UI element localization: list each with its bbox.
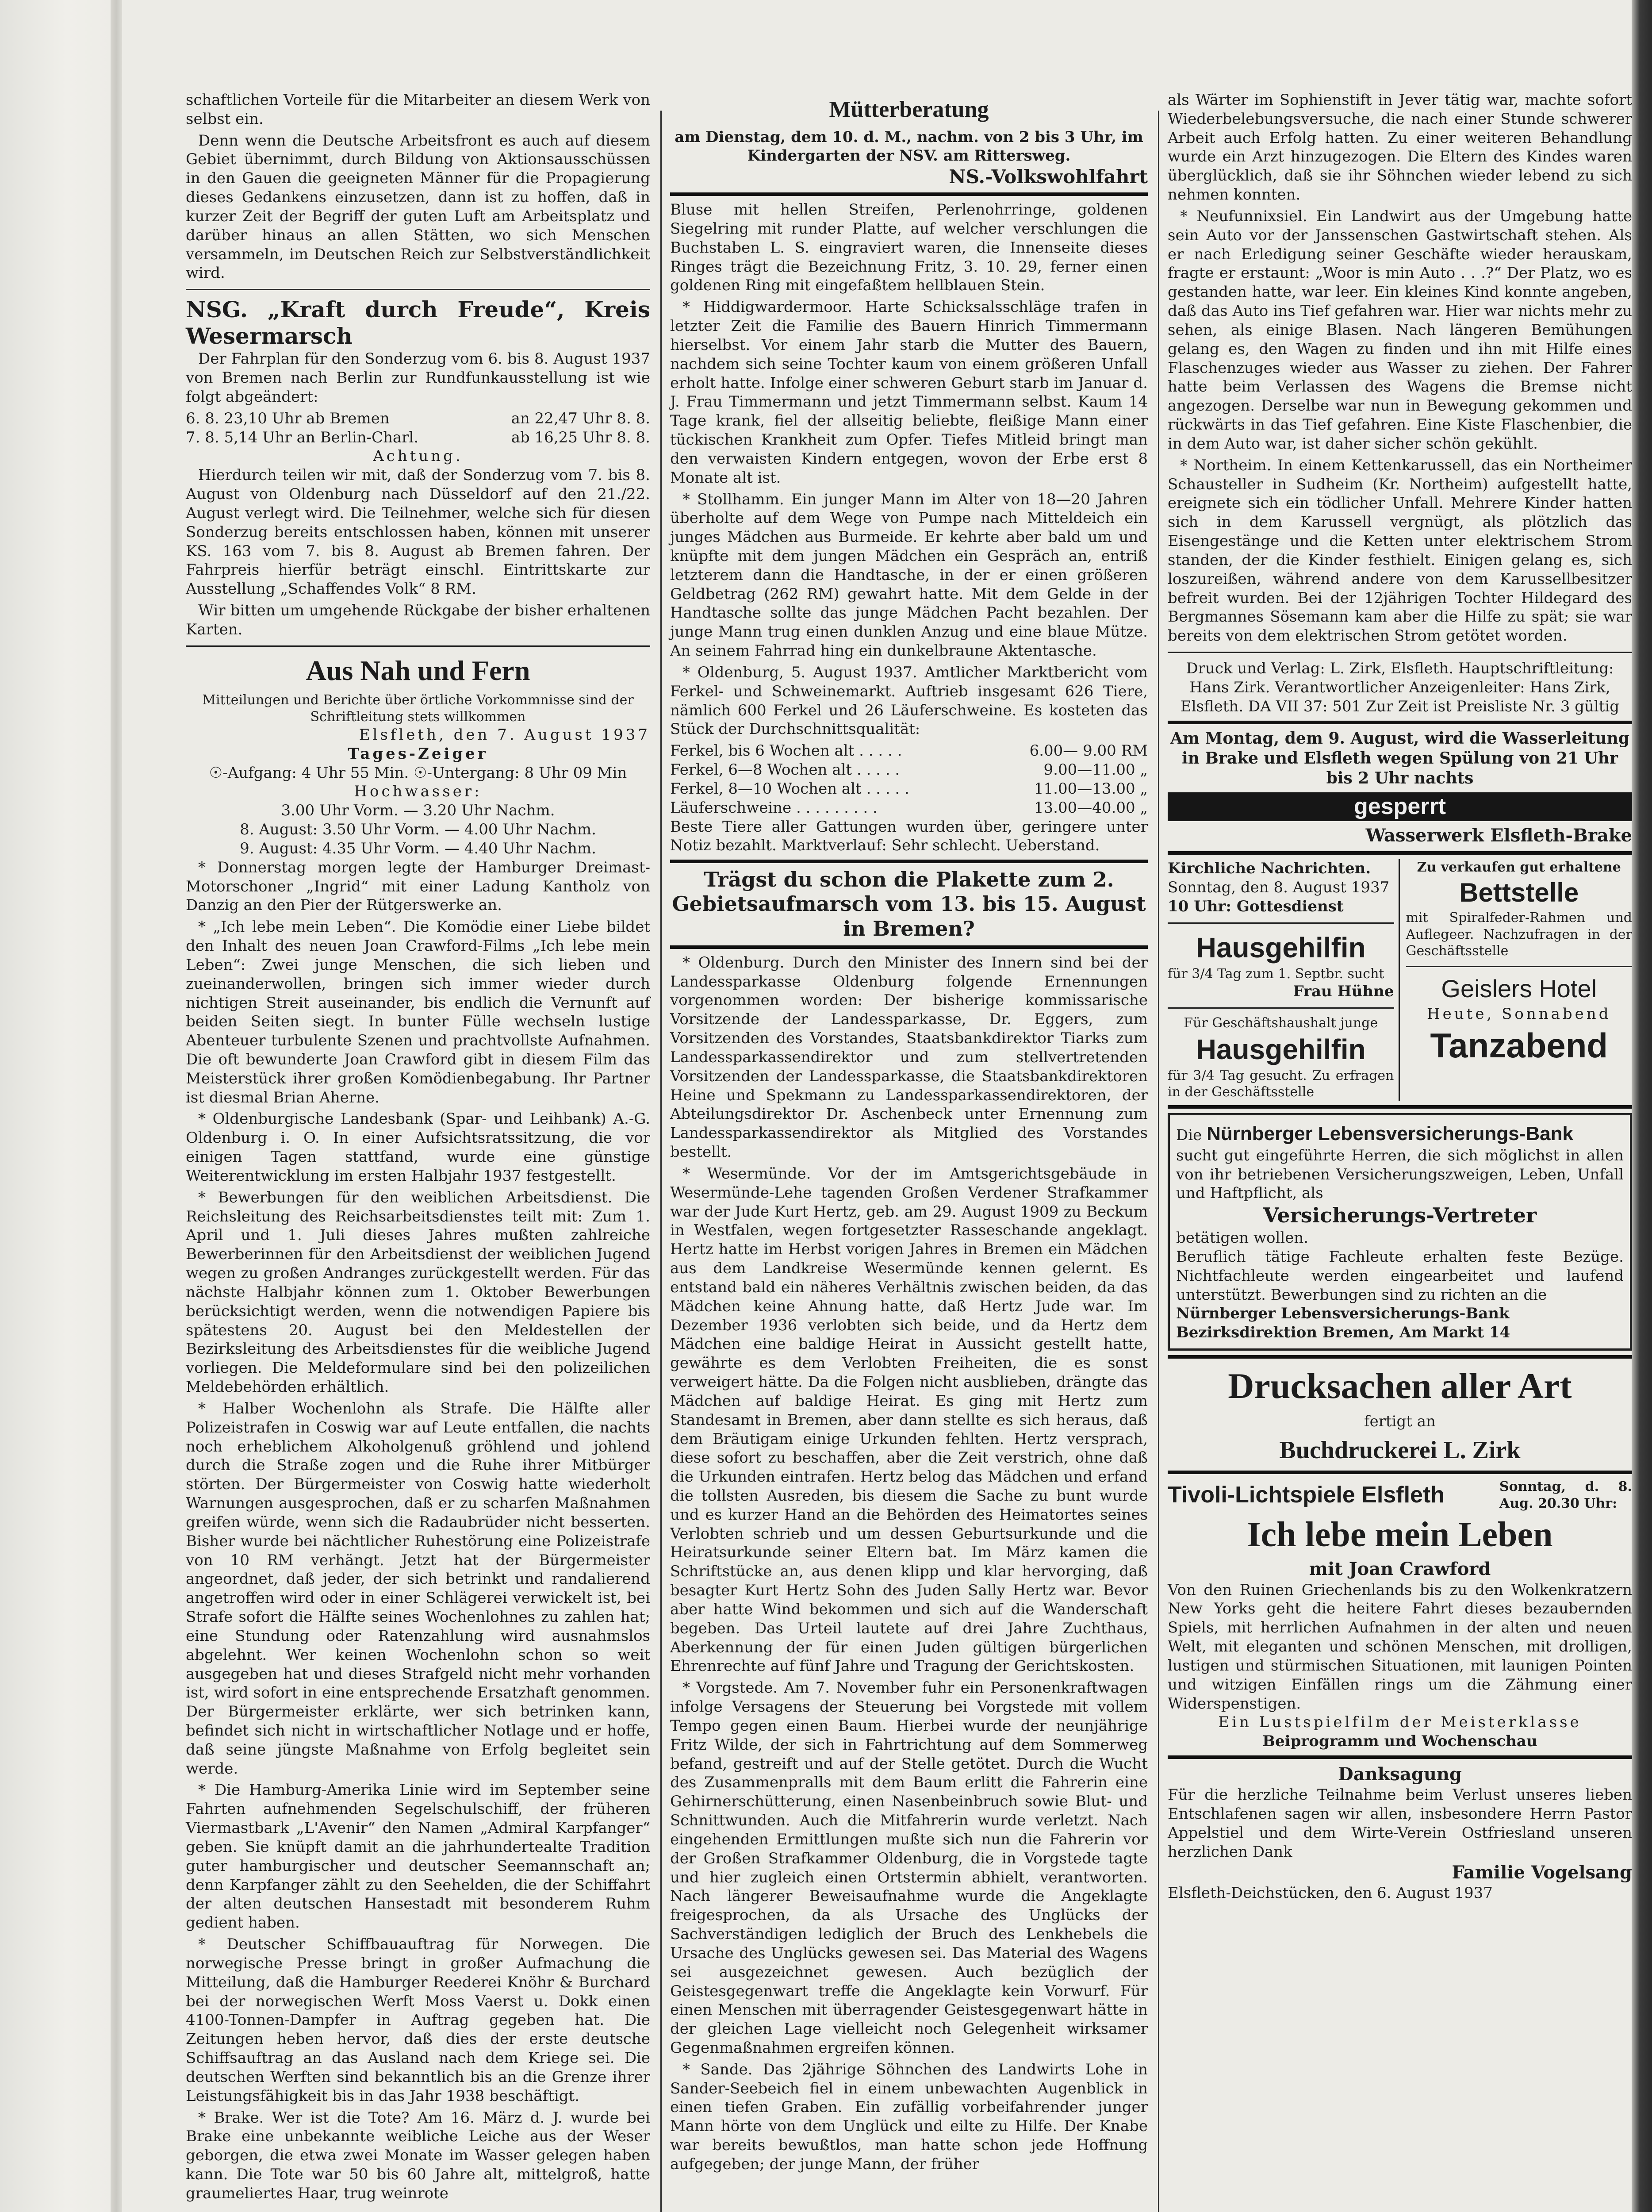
column-3 (1168, 91, 1632, 1903)
ad-text: Von den Ruinen Griechenlands bis zu den Wolkenkratzern New Yorks geht die heitere Fahrt dieses bezaubernden Spiels, mit herrlichen Aufnahmen in der alten und neuen Welt, mit eleganten und schönen Menschen, mit drolligen, lustigen und stürmischen Situationen, mit launigen Pointen und witzigen Einfällen rings um die Zähmung einer Widerspenstigen. (1168, 1581, 1632, 1713)
news-item: * Deutscher Schiffbauauftrag für Norwegen. Die norwegische Presse bringt in großer Aufmachung die Mitteilung, daß die Hamburger Reederei Knöhr & Burchard bei der norwegischen Werft Moss Vaerst u. Dokk einen 4100-Tonnen-Dampfer in Auftrag gegeben hat. Die Zeitungen heben hervor, daß dies der erste deutsche Schiffsauftrag an das Ausland nach dem Kriege sei. Die deutschen Werften sind bekanntlich bis an die Grenze ihrer Leistungsfähigkeit bis in das Jahr 1938 beschäftigt. (186, 1936, 650, 2105)
market-price: 6.00— 9.00 RM (1029, 742, 1148, 760)
kdf-title: NSG. „Kraft durch Freude“, Kreis Wesermarsch (186, 296, 650, 349)
ad-danksagung (1168, 1763, 1632, 1903)
ad-hausgehilfin: Hausgehilfin (1196, 1033, 1366, 1066)
column-1 (186, 91, 650, 2206)
ad-water-closure (1168, 729, 1632, 847)
ad-text: mit Spiralfeder-Rahmen und Auflegeer. Nachzufragen in der Geschäftsstelle (1406, 910, 1632, 959)
plakette-notice: Trägst du schon die Plakette zum 2. Gebietsaufmarsch vom 13. bis 15. August in Bremen? (672, 868, 1146, 941)
ad-text: fertigt an (1364, 1413, 1436, 1431)
news-item: * Brake. Wer ist die Tote? Am 16. März d. J. wurde bei Brake eine unbekannte weibliche Leiche aus der Weser geborgen, die etwa zwei Monate im Wasser gelegen haben kann. Die Tote war 50 bis 60 Jahre alt, mittelgroß, hatte graumeliertes Haar, trug weinrote (186, 2108, 650, 2202)
ad-text: Zu verkaufen gut erhaltene (1417, 860, 1621, 876)
church-date: Sonntag, den 8. August 1937 (1168, 879, 1390, 897)
high-water-row: 3.00 Uhr Vorm. — 3.20 Uhr Nachm. (281, 802, 555, 820)
ad-hausgehilfin: Hausgehilfin (1196, 931, 1366, 964)
market-label: Ferkel, 8—10 Wochen alt . . . . . (670, 780, 909, 798)
ad-tanzabend: Tanzabend (1430, 1025, 1608, 1065)
ad-banner: gesperrt (1168, 792, 1632, 822)
ad-text: betätigen wollen. (1176, 1229, 1309, 1247)
divider (1168, 652, 1632, 653)
news-item: * Hiddigwardermoor. Harte Schicksalsschläge trafen in letzter Zeit die Familie des Bauern Hinrich Timmermann hierselbst. Vor einem Jahr starb die Mutter des Bauern, nachdem sich seine Tochter kaum von einem größeren Unfall erholt hatte. Infolge einer schweren Geburt starb im Januar d. J. Frau Timmermann und jetzt Timmermann selbst. Kaum 14 Tage krank, fiel der allseitig beliebte, fleißige Mann einer tückischen Krankheit zum Opfer. Tiefes Mitleid bringt man den verwaisten Kindern entgegen, wovon der Erbe erst 8 Monate alt ist. (670, 298, 1148, 487)
muetterberatung-notice (670, 95, 1148, 196)
news-item: * Northeim. In einem Kettenkarussell, das ein Northeimer Schausteller in Sudheim (Kr. Northeim) aufgestellt hatte, ereignete sich ein tödlicher Unfall. Mehrere Kinder hatten sich in dem Karussell vergnügt, als plötzlich das Eisengestänge und die Ketten unter elektrischem Strom standen, der die Kinder festhielt. Einigen gelang es, sich loszureißen, während andere von dem Karussellbesitzer befreit wurden. Bei der 12jährigen Tochter Hildegard des Bergmannes Sösemann kam aber die Hilfe zu spät; sie war bereits von dem elektrischen Strom getötet worden. (1168, 456, 1632, 645)
news-item: * Oldenburgische Landesbank (Spar- und Leihbank) A.-G. Oldenburg i. O. In einer Aufsichtsratssitzung, die vor einigen Tagen stattfand, wurde eine günstige Weiterentwicklung im ersten Halbjahr 1937 festgestellt. (186, 1110, 650, 1185)
ad-signature: Familie Vogelsang (1452, 1862, 1632, 1883)
divider (186, 289, 650, 290)
divider (1406, 966, 1633, 967)
ad-row (1168, 859, 1632, 1101)
timetable-cell: an 22,47 Uhr 8. 8. (511, 409, 650, 427)
ad-header (1168, 1479, 1632, 1512)
imprint: Druck und Verlag: L. Zirk, Elsfleth. Hauptschriftleitung: Hans Zirk. Verantwortlicher Anzeigenleiter: Hans Zirk, Elsfleth. DA VII 37: 501 Zur Zeit ist Preisliste Nr. 3 gültig (1180, 660, 1620, 715)
article-text: Hierdurch teilen wir mit, daß der Sonderzug vom 7. bis 8. August von Oldenburg nach Düsseldorf auf den 21./22. August verlegt wird. Die Teilnehmer, welche sich für diesen Sonderzug bereits entschlossen haben, können mit unserer KS. 163 vom 7. bis 8. August ab Bremen fahren. Der Fahrpreis hierfür beträgt einschl. Eintrittskarte zur Ausstellung „Schaffendes Volk“ 8 RM. (186, 466, 650, 598)
ad-text: Beruflich tätige Fachleute erhalten feste Bezüge. Nichtfachleute werden eingearbeitet und laufend unterstützt. Bewerbungen sind zu richten an die (1176, 1248, 1624, 1304)
high-water-title: Hochwasser: (354, 783, 482, 801)
tages-zeiger-title: Tages-Zeiger (348, 745, 488, 763)
ad-tivoli (1168, 1479, 1632, 1751)
ad-right-stack (1406, 859, 1633, 1101)
high-water-row: 8. August: 3.50 Uhr Vorm. — 4.00 Uhr Nachm. (240, 821, 596, 839)
market-label: Läuferschweine . . . . . . . . . (670, 799, 878, 817)
divider (1168, 1471, 1632, 1474)
news-item: * Die Hamburg-Amerika Linie wird im September seine Fahrten aufnehmenden Segelschulschiff, der früheren Viermastbark „L'Avenir“ den Namen „Admiral Karpfanger“ geben. Sie knüpft damit an die jahrhundertealte Tradition guter hamburgischer und deutscher Seemannschaft an; denn Karpfanger zählt zu den Seehelden, die der Schiffahrt der alten deutschen Hansestadt mit besonderem Ruhm gedient haben. (186, 1781, 650, 1932)
ad-text: sucht gut eingeführte Herren, die sich möglichst in allen von ihr betriebenen Versicherungszweigen, Leben, Unfall und Haftpflicht, als (1176, 1146, 1624, 1202)
article-text: Denn wenn die Deutsche Arbeitsfront es auch auf diesem Gebiet übernimmt, durch Bildung von Aktionsausschüssen in den Gauen die geeigneten Männer für die Propagierung dieses Gedankens einzusetzen, dann ist zu hoffen, daß in kurzer Zeit der Begriff der guten Luft am Arbeitsplatz und darüber hinaus an allen Stätten, wo sich Menschen versammeln, im Deutschen Reich zur Selbstverständlichkeit wird. (186, 131, 650, 282)
ad-text: Ein Lustspielfilm der Meisterklasse (1218, 1713, 1582, 1732)
ad-hotel-name: Geislers Hotel (1441, 975, 1597, 1003)
cinema-name: Tivoli-Lichtspiele Elsfleth (1168, 1482, 1445, 1508)
market-price: 13.00—40.00 „ (1034, 799, 1148, 817)
ad-text: Die (1176, 1126, 1202, 1144)
divider (1168, 851, 1632, 855)
timetable (186, 409, 650, 447)
market-table (670, 741, 1148, 817)
ad-address: Bezirksdirektion Bremen, Am Markt 14 (1176, 1324, 1510, 1342)
film-title: Ich lebe mein Leben (1247, 1515, 1553, 1555)
film-star: mit Joan Crawford (1309, 1559, 1491, 1580)
church-title: Kirchliche Nachrichten. (1168, 860, 1371, 878)
ad-address: Nürnberger Lebensversicherungs-Bank (1176, 1305, 1510, 1323)
market-price: 9.00—11.00 „ (1043, 761, 1148, 779)
ad-headline: Drucksachen aller Art (1228, 1366, 1572, 1406)
ad-text: Am Montag, dem 9. August, wird die Wasserleitung in Brake und Elsfleth wegen Spülung von 21 Uhr bis 2 Uhr nachts (1170, 729, 1630, 788)
news-item: als Wärter im Sophienstift in Jever tätig war, machte sofort Wiederbelebungsversuche, die nach einer Stunde schwerer Arbeit auch Erfolg hatten. Zu einer weiteren Behandlung wurde ein Arzt hinzugezogen. Die Eltern des Kindes waren überglücklich, daß sie ihr Söhnchen wieder lebend zu sich nehmen konnten. (1168, 91, 1632, 204)
market-label: Ferkel, bis 6 Wochen alt . . . . . (670, 742, 902, 760)
facing-page-shadow (0, 0, 111, 2212)
news-item: * Oldenburg. Durch den Minister des Innern sind bei der Landessparkasse Oldenburg folgende Ernennungen vorgenommen worden: Der bisherige kommissarische Vorsitzende der Landessparkasse, Dr. Eggers, zum Vorsitzenden des Vorstandes, Staatsbankdirektor Tiarks zum Landessparkassendirektor und zum stellvertretenden Vorsitzenden der Landessparkasse, die Staatsbankdirektoren Heine und Spekmann zu Landessparkassendirektoren, der Abteilungsdirektor Dr. Aschenbeck unter Ernennung zum Landessparkassendirektor als Mitglied des Vorstandes bestellt. (670, 953, 1148, 1161)
notice-text: am Dienstag, dem 10. d. M., nachm. von 2 bis 3 Uhr, im Kindergarten der NSV. am Rittersweg. (675, 128, 1143, 165)
timetable-cell: ab 16,25 Uhr 8. 8. (511, 428, 650, 446)
news-item: * Stollhamm. Ein junger Mann im Alter von 18—20 Jahren überholte auf dem Wege von Pumpe nach Mitteldeich ein junges Mädchen aus Burmeide. Er kehrte aber bald um und knüpfte mit dem jungen Mädchen ein Gespräch an, entriß letzterem dann die Handtasche, in der er einen größeren Geldbetrag (262 RM) gewahrt hatte. Mit dem Gelde in der Handtasche sollte das junge Mädchen Pacht bezahlen. Der junge Mann trug einen dunklen Anzug und eine blaue Mütze. An seinem Fahrrad hing ein dunkelbraune Aktentasche. (670, 490, 1148, 660)
divider (186, 645, 650, 647)
ad-text: Elsfleth-Deichstücken, den 6. August 1937 (1168, 1884, 1493, 1902)
section-title: Aus Nah und Fern (306, 654, 530, 686)
dateline: Elsfleth, den 7. August 1937 (359, 726, 650, 744)
book-spine (111, 0, 122, 2212)
ad-text: für 3/4 Tag gesucht. Zu erfragen in der Geschäftsstelle (1168, 1068, 1394, 1100)
column-divider (1158, 111, 1159, 2212)
notice-title: Mütterberatung (829, 97, 989, 122)
column-divider (660, 111, 662, 2212)
ad-signature: Buchdruckerei L. Zirk (1279, 1436, 1521, 1464)
ad-nuernberger (1168, 1113, 1632, 1351)
news-item: * Neufunnixsiel. Ein Landwirt aus der Umgebung hatte sein Auto vor der Janssenschen Gastwirtschaft stehen. Als er nach Erledigung seiner Geschäfte wieder herauskam, fragte er erstaunt: „Woor is min Auto . . .?“ Der Platz, wo es gestanden hatte, war leer. Ein kleines Kind konnte angeben, daß das Auto ins Tief gefahren war. Hier war nichts mehr zu sehen, als einige Blasen. Nach längeren Bemühungen gelang es, den Wagen zu finden und ihn mit Hilfe eines Flaschenzuges wieder aus Wasser zu ziehen. Der Fahrer hatte beim Verlassen des Wagens die Bremse nicht angezogen. Derselbe war nun in Bewegung gekommen und rückwärts in das Tief gefahren. Eine Kiste Flaschenbier, die in dem Auto war, ist daher sicher schön gekühlt. (1168, 207, 1632, 453)
ad-signature: Wasserwerk Elsfleth-Brake (1365, 825, 1632, 846)
ad-text: Heute, Sonnabend (1427, 1005, 1611, 1023)
divider (1168, 922, 1394, 924)
article-text: Der Fahrplan für den Sonderzug vom 6. bis 8. August 1937 von Bremen nach Berlin zur Rundfunkausstellung ist wie folgt abgeändert: (186, 350, 650, 406)
ad-bettstelle: Bettstelle (1459, 878, 1579, 908)
column-2 (670, 91, 1148, 2177)
ad-headline: Versicherungs-Vertreter (1263, 1203, 1537, 1228)
ad-company: Nürnberger Lebensversicherungs-Bank (1207, 1123, 1573, 1145)
ad-text: Beiprogramm und Wochenschau (1262, 1732, 1537, 1751)
divider (1168, 1755, 1632, 1759)
divider (670, 860, 1148, 863)
section-subtitle: Mitteilungen und Berichte über örtliche Vorkommnisse sind der Schriftleitung stets willkommen (202, 692, 634, 725)
ad-left-stack (1168, 859, 1400, 1101)
showtime: Sonntag, d. 8. Aug. 20.30 Uhr: (1499, 1479, 1632, 1511)
news-item: * Oldenburg, 5. August 1937. Amtlicher Marktbericht vom Ferkel- und Schweinemarkt. Auftrieb insgesamt 626 Tiere, nämlich 600 Ferkel und 26 Läuferschweine. Es kosteten das Stück der Durchschnittsqualität: (670, 663, 1148, 738)
right-edge-shadow (1632, 0, 1652, 2212)
divider (1168, 1007, 1394, 1009)
ad-text: Für Geschäftshaushalt junge (1184, 1015, 1378, 1031)
news-item: * Bewerbungen für den weiblichen Arbeitsdienst. Die Reichsleitung des Reichsarbeitsdienstes teilt mit: Zum 1. April und 1. Juli dieses Jahres mußten zahlreiche Bewerberinnen für den Arbeitsdienst der weiblichen Jugend wegen zu großen Andranges zurückgestellt werden. Für das nächste Halbjahr können zum 1. Oktober Bewerbungen berücksichtigt werden, wenn die notwendigen Papiere bis spätestens 20. August bei den Meldestellen der Bezirksleitung des Arbeitsdienstes für die weibliche Jugend vorliegen. Die Meldeformulare sind bei den polizeilichen Meldebehörden erhältlich. (186, 1188, 650, 1396)
news-item: * Halber Wochenlohn als Strafe. Die Hälfte aller Polizeistrafen in Coswig war auf Leute entfallen, die nachts noch erheblichem Alkoholgenuß gröhlend und johlend durch die Straße zogen und die Ruhe ihrer Mitbürger störten. Der Bürgermeister von Coswig hatte wiederholt Warnungen ausgesprochen, daß er zu scharfen Maßnahmen greifen würde, wenn sich die Radaubrüder nicht besserten. Bisher wurde bei nächtlicher Ruhestörung eine Polizeistrafe von 10 RM verhängt. Jetzt hat der Bürgermeister angeordnet, daß jeder, der sich betrinkt und randalierend angetroffen wird oder in einer Schlägerei verwickelt ist, bei Strafe sofort die Hälfte seines Wochenlohnes zu zahlen hat; eine Stundung oder Ratenzahlung wird ausnahmslos abgelehnt. Wer keinen Wochenlohn schon so weit ausgegeben hat und dieses Strafgeld nicht mehr vorhanden ist, wird sofort in eine entsprechende Ersatzhaft genommen. Der Bürgermeister erklärte, wer sich betrinken kann, befindet sich nicht in wirtschaftlicher Notlage und er hoffe, daß seine jüngste Maßnahme von Erfolg begleitet sein werde. (186, 1399, 650, 1778)
news-item: * „Ich lebe mein Leben“. Die Komödie einer Liebe bildet den Inhalt des neuen Joan Crawford-Films „Ich lebe mein Leben“: Zwei junge Menschen, die sich lieben und zueinanderwollen, bringen sich immer wieder durch nichtigen Streit auseinander, bis endlich die Vernunft auf beiden Seiten siegt. In bunter Fülle wechseln lustige Abenteuer turbulente Szenen und prachtvollste Aufnahmen. Die oft bewunderte Joan Crawford gibt in diesem Film das Meisterstück ihrer großen Komödienbegabung. Ihr Partner ist diesmal Brian Aherne. (186, 918, 650, 1106)
ad-druckerei (1168, 1363, 1632, 1466)
news-item: * Wesermünde. Vor der im Amtsgerichtsgebäude in Wesermünde-Lehe tagenden Großen Verdener Strafkammer war der Jude Kurt Hertz, geb. am 29. August 1909 zu Beckum in Westfalen, wegen fortgesetzter Rasseschande angeklagt. Hertz hatte im Herbst vorigen Jahres in Bremen ein Mädchen aus dem Landkreise Wesermünde kennen gelernt. Es entstand bald ein näheres Verhältnis zwischen beiden, da das Mädchen keine Ahnung hatte, daß Hertz Jude war. Im Dezember 1936 verlobten sich beide, und da Hertz dem Mädchen eine baldige Heirat in Aussicht gestellt hatte, gewährte es dem Verlobten Freiheiten, die es sonst verweigert hätte. Da die Folgen nicht ausblieben, drängte das Mädchen auf baldige Heirat. Es ging mit Hertz zum Standesamt in Bremen, aber dann stellte es sich heraus, daß dem Bräutigam einige Urkunden fehlten. Hertz versprach, diese sofort zu beschaffen, aber die Zeit verstrich, ohne daß die Urkunden eintrafen. Hertz belog das Mädchen und erfand die tollsten Ausreden, bis diesem die Sache zu bunt wurde und es kurzer Hand an die Behörden des Heimatortes seines Verlobten schrieb und um dessen Geburtsurkunde und die Heiratsurkunde seiner Eltern bat. Im März kamen die Schriftstücke an, aus denen klipp und klar hervorging, daß besagter Kurt Hertz Sohn des Juden Sally Hertz war. Bevor aber hatte Wind bekommen und sich auf die Wanderschaft begeben. Das Urteil lautete auf drei Jahre Zuchthaus, Aberkennung der für einen Juden gültigen bürgerlichen Ehrenrechte auf fünf Jahre und Tragung der Gerichtskosten. (670, 1164, 1148, 1675)
market-label: Ferkel, 6—8 Wochen alt . . . . . (670, 761, 900, 779)
kdf-attention: Achtung. (373, 447, 463, 465)
ad-signature: Frau Hühne (1293, 983, 1394, 1001)
ad-headline: Danksagung (1338, 1764, 1462, 1785)
high-water-row: 9. August: 4.35 Uhr Vorm. — 4.40 Uhr Nachm. (240, 839, 596, 857)
divider (670, 945, 1148, 949)
timetable-cell: 6. 8. 23,10 Uhr ab Bremen (186, 409, 390, 427)
ad-text: Für die herzliche Teilnahme beim Verlust unseres lieben Entschlafenen sagen wir allen, insbesondere Herrn Pastor Appelstiel und dem Wirte-Verein Ostfriesland unseren herzlichen Dank (1168, 1786, 1632, 1861)
article-text: schaftlichen Vorteile für die Mitarbeiter an diesem Werk von selbst ein. (186, 91, 650, 128)
church-time: 10 Uhr: Gottesdienst (1168, 898, 1344, 916)
news-item: * Sande. Das 2jährige Söhnchen des Landwirts Lohe in Sander-Seebeich fiel in einem unbewachten Augenblick in einen tiefen Graben. Ein zufällig vorbeifahrender junger Mann hörte von dem Unglück und eilte zu Hilfe. Der Knabe war bereits bewußtlos, man hatte schon jede Hoffnung aufgegeben; der junge Mann, der früher (670, 2060, 1148, 2173)
news-item: * Donnerstag morgen legte der Hamburger Dreimast-Motorschoner „Ingrid“ mit einer Ladung Kantholz von Danzig an den Pier der Rütgerswerke an. (186, 858, 650, 914)
news-item: Bluse mit hellen Streifen, Perlenohrringe, goldenen Siegelring mit runder Platte, auf welcher verschlungen die Buchstaben L. S. eingraviert waren, die Innenseite dieses Ringes trägt die Bezeichnung Fritz, 3. 10. 29, ferner einen goldenen Ring mit eingefaßtem hellblauen Stein. (670, 201, 1148, 295)
news-item: Beste Tiere aller Gattungen wurden über, geringere unter Notiz bezahlt. Marktverlauf: Sehr schlecht. Ueberstand. (670, 818, 1148, 855)
divider (1168, 721, 1632, 724)
market-price: 11.00—13.00 „ (1034, 780, 1148, 798)
article-text: Wir bitten um umgehende Rückgabe der bisher erhaltenen Karten. (186, 602, 650, 638)
divider (1168, 1105, 1632, 1109)
sun-times: ☉-Aufgang: 4 Uhr 55 Min. ☉-Untergang: 8 Uhr 09 Min (209, 764, 627, 782)
divider (1168, 1355, 1632, 1359)
news-item: * Vorgstede. Am 7. November fuhr ein Personenkraftwagen infolge Versagens der Steuerung bei Vorgstede mit vollem Tempo gegen einen Baum. Hierbei wurde der neunjährige Fritz Wilde, der sich in Fahrtrichtung auf dem Sommerweg befand, gestreift und auf der Stelle getötet. Durch die Wucht des Zusammenpralls mit dem Baum erlitt die Fahrerin eine Gehirnerschütterung, einen Nasenbeinbruch sowie Blut- und Schnittwunden. Auch die Mitfahrerin wurde verletzt. Nach eingehenden Ermittlungen mußte sich nun die Fahrerin vor der Großen Strafkammer Oldenburg, die in Vorgstede tagte und hier zugleich einen Ortstermin abhielt, verantworten. Nach längerer Beweisaufnahme wurde die Angeklagte freigesprochen, da als Ursache des Unglücks der Sachverständigen lediglich der Bruch des Lenkhebels die Ursache des Unglücks gewesen sei. Das Material des Wagens sei ausgezeichnet gewesen. Auch bezüglich der Geistesgegenwart treffe die Angeklagte kein Vorwurf. Für einen Menschen mit überragender Geistesgegenwart hätte in der gleichen Lage vielleicht noch Gelegenheit wirksamer Gegenmaßnahmen ergreifen können. (670, 1679, 1148, 2057)
notice-signature: NS.-Volkswohlfahrt (949, 166, 1148, 188)
timetable-cell: 7. 8. 5,14 Uhr an Berlin-Charl. (186, 428, 419, 446)
ad-text: für 3/4 Tag zum 1. Septbr. sucht (1168, 966, 1384, 982)
